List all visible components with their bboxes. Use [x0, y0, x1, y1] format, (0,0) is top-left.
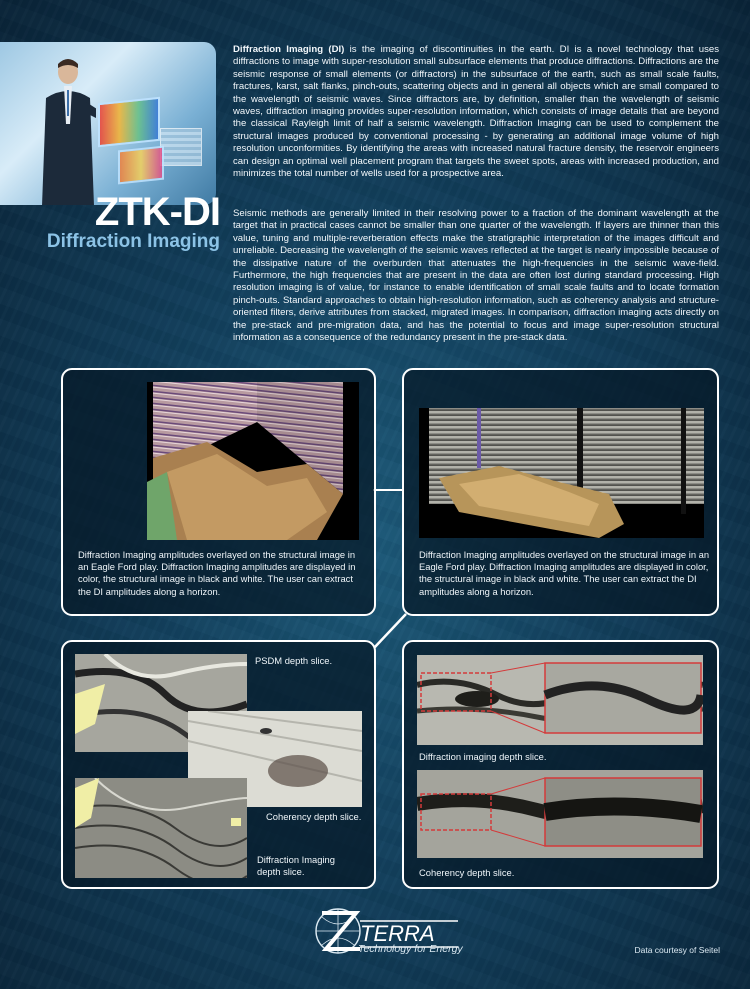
seismic-3d-image-left — [147, 382, 359, 540]
intro-paragraph-1-text: is the imaging of discontinuities in the earth. DI is a novel technology that uses diffractions to image with super-resolution small subsurface elements that produce diffractions. Diffractions are the seismic response of small elements (or diffractors) in the subsurface of the earth, such as small scale faults, fractures, karst, salt flanks, pinch-outs, scattering objects and in general all objects which are small compared to the wavelength of seismic waves. Since diffractors are, by definition, smaller than the wavelength of seismic waves, diffraction imaging provides super-resolution information, which consists of image details that are beyond the classical Rayleigh limit of half a seismic wavelength. Diffraction Imaging can be used to complement the structural images produced by conventional processing - by generating an additional image volume of high resolution unconformities. By identifying the areas with increased natural fracture density, the reservoir engineers can design an optimal well placement program that targets the sweet spots, areas with increased production, and minimizes the total number of wells used for a prospective area. — [233, 44, 719, 180]
intro-paragraph-2: Seismic methods are generally limited in their resolving power to a fraction of the dominant wavelength at the target that in practical cases cannot be smaller than one quarter of the wavelength. If layers are thinner than this value, tuning and multiple-reverberation effects make the stratigraphic interpretation of the images difficult and unreliable. Decreasing the wavelength of the seismic waves reflected at the target is nearly impossible because of the dissipative nature of the overburden that attenuates the high-frequencies in the seismic wave-field. Furthermore, the high frequencies that are present in the data are often lost during standard processing. High resolution imaging is of value, for instance to enable identification of small scale faults and to locate formation pinch-outs. Standard approaches to obtain high-resolution information, such as coherency analysis and structure-oriented filters, derive attributes from stacked, migrated images. In comparison, diffraction imaging acts directly on the pre-stack and pre-migration data, and has the potential to focus and image super-resolution structural information as a consequence of the redundancy present in the pre-stack data. — [233, 208, 719, 344]
seismic-3d-image-right — [419, 408, 704, 538]
page-subtitle: Diffraction Imaging — [46, 231, 220, 252]
hero-image — [0, 42, 216, 205]
hero-screen-panel — [160, 128, 202, 166]
diffraction-depth-slice-image — [75, 778, 247, 878]
intro-paragraph-1 — [233, 44, 719, 180]
hero-screen-panel — [98, 97, 160, 148]
coherency-label: Coherency depth slice. — [266, 811, 362, 822]
hero-screen-panel — [118, 146, 164, 185]
data-credit: Data courtesy of Seitel — [634, 945, 720, 955]
intro-lead: Diffraction Imaging (DI) — [233, 44, 345, 55]
br-diffraction-label: Diffraction imaging depth slice. — [419, 751, 547, 762]
panel-connector — [373, 489, 403, 491]
psdm-label: PSDM depth slice. — [255, 655, 333, 666]
logo-wordmark: TERRA — [360, 921, 435, 946]
br-coherency-image — [417, 770, 703, 858]
br-diffraction-image — [417, 655, 703, 745]
logo-tagline: Technology for Energy — [358, 943, 463, 955]
title-block — [30, 190, 220, 253]
br-coherency-label: Coherency depth slice. — [419, 867, 515, 878]
diffraction-imaging-label-line2: depth slice. — [257, 866, 305, 878]
businessman-figure — [38, 54, 96, 205]
caption-top-left: Diffraction Imaging amplitudes overlayed on the structural image in an Eagle Ford play. Diffraction Imaging amplitudes are displayed in color, the structural image in black and white. The user can extract the DI amplitudes along a horizon. — [78, 549, 356, 597]
diffraction-imaging-label — [257, 854, 335, 878]
caption-top-right: Diffraction Imaging amplitudes overlayed on the structural image in an Eagle Ford play. Diffraction Imaging amplitudes are displayed in color, the structural image in black and white. The user can extract the DI amplitudes along a horizon. — [419, 549, 710, 597]
page-title: ZTK-DI — [94, 190, 220, 234]
diffraction-imaging-label-line1: Diffraction Imaging — [257, 854, 335, 865]
